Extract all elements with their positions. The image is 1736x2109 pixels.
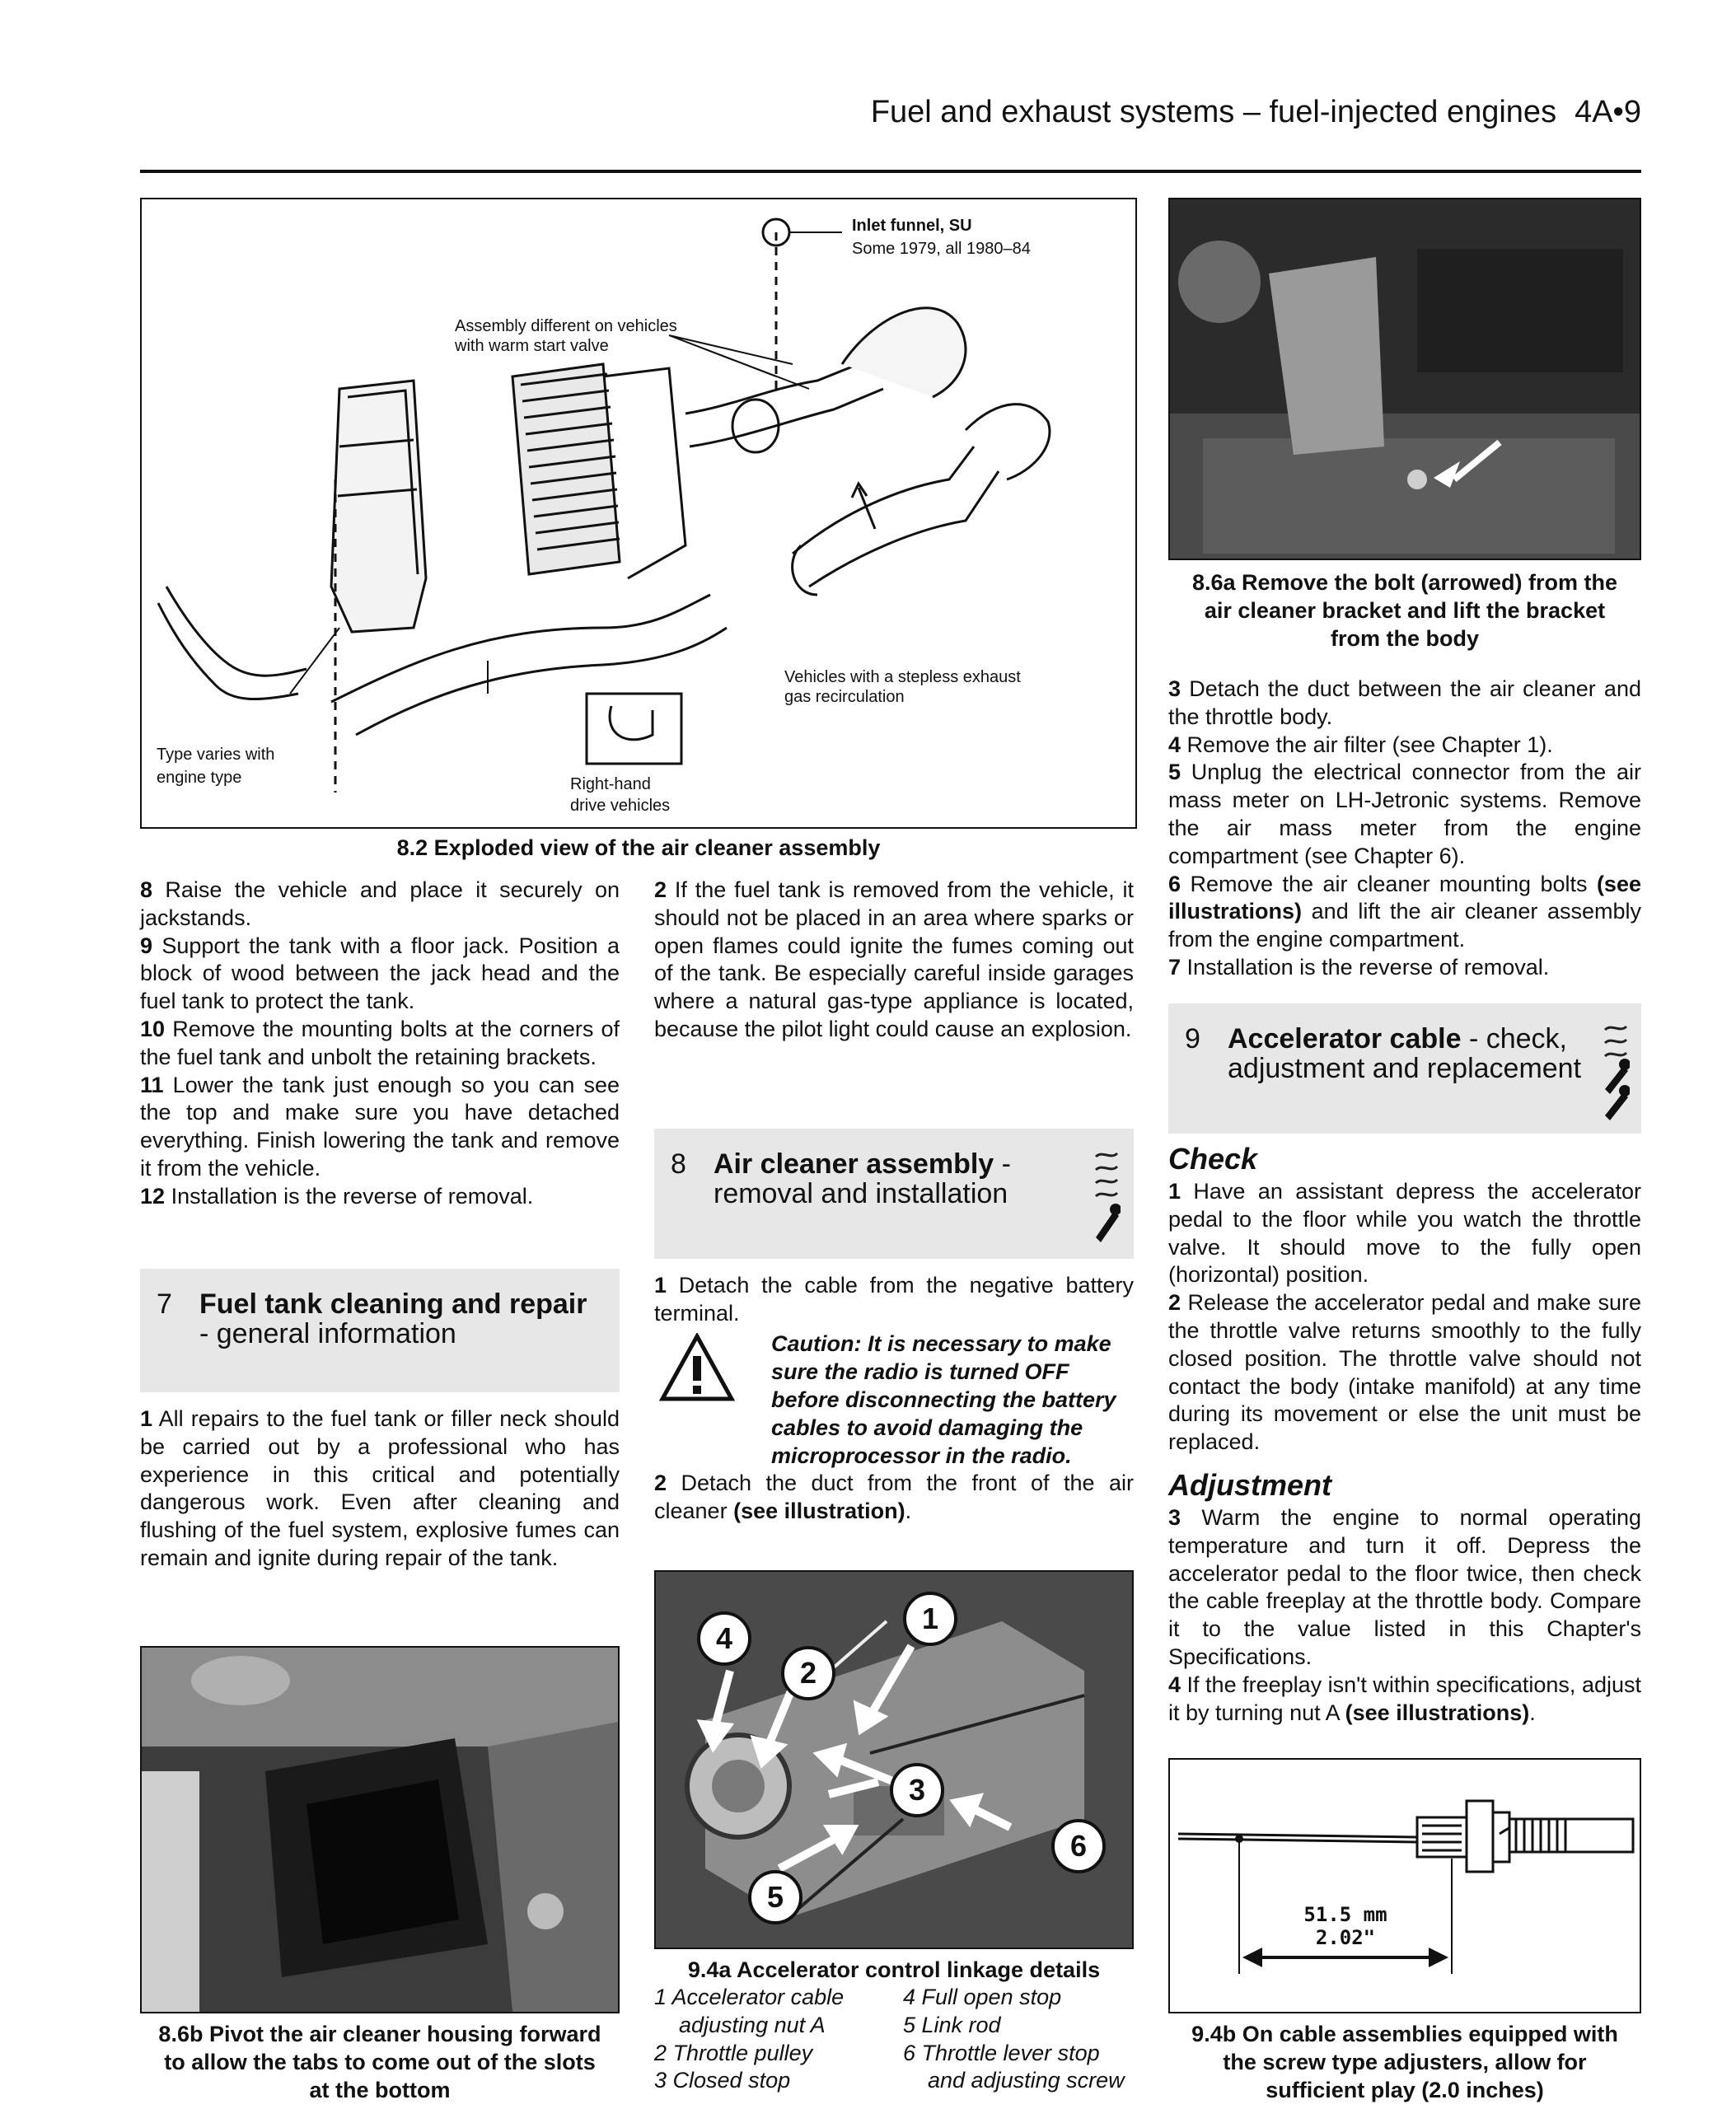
section-number: 7 <box>157 1288 172 1320</box>
section-number: 9 <box>1185 1023 1200 1054</box>
paragraph: 11 Lower the tank just enough so you can see the top and make sure you have detached everything. Finish lowering the tank and remove it from the vehicle. <box>140 1072 620 1181</box>
section-9-adjustment-text <box>1168 1504 1641 1727</box>
air-cleaner-housing-photo <box>142 1648 618 2012</box>
column-1-text <box>140 877 620 1211</box>
caption-9-4a: 9.4a Accelerator control linkage details <box>687 1957 1101 1982</box>
caption-9-4b-line2: the screw type adjusters, allow for <box>1223 2050 1587 2074</box>
legend-item: and adjusting screw <box>928 2068 1125 2093</box>
label-assembly-2: with warm start valve <box>455 337 609 355</box>
caution-note: Caution: It is necessary to make sure the radio is turned OFF before disconnecting the battery cables to avoid damaging the microprocessor in the radio. <box>771 1331 1116 1468</box>
label-type-1: Type varies with <box>157 746 275 764</box>
paragraph: 4 If the freeplay isn't within specifications, adjust it by turning nut A (see illustrations). <box>1168 1672 1641 1725</box>
label-stepless-1: Vehicles with a stepless exhaust <box>784 668 1021 686</box>
paragraph: 8 Raise the vehicle and place it securely on jackstands. <box>140 877 620 930</box>
air-cleaner-exploded-diagram <box>142 199 1135 827</box>
legend-item: 1 Accelerator cable <box>654 1985 845 2009</box>
dimension-mm: 51.5 mm <box>1303 1903 1387 1926</box>
photo-9-4a <box>654 1570 1134 1949</box>
caption-9-4b <box>1168 2020 1641 2104</box>
label-assembly-1: Assembly different on vehicles <box>455 317 677 335</box>
column-2-text <box>654 877 1134 1044</box>
callout-1: 1 <box>903 1592 957 1646</box>
section-8-text <box>654 1272 1134 1328</box>
paragraph: 2 If the fuel tank is removed from the vehicle, it should not be placed in an area where sparks or open flames could ignite the fumes coming out of the tank. Be especially careful inside garages where a natural gas-type appliance is located, because the pilot light could cause an explosion. <box>654 877 1134 1041</box>
paragraph: 7 Installation is the reverse of removal. <box>1168 954 1550 980</box>
caption-8-6a-line3: from the body <box>1331 626 1479 651</box>
legend-item: adjusting nut A <box>679 2012 826 2037</box>
legend-9-4a-right <box>903 1984 1142 2095</box>
wrench-rating-icon <box>1600 1020 1630 1120</box>
paragraph: 1 Have an assistant depress the accelerator pedal to the floor while you watch the throttle valve. It should move to the fully open (horizontal) position. <box>1168 1179 1641 1288</box>
subheading-adjustment: Adjustment <box>1168 1468 1331 1502</box>
subheading-check: Check <box>1168 1142 1258 1176</box>
cable-adjuster-diagram <box>1170 1760 1640 2012</box>
legend-item: 6 Throttle lever stop <box>903 2040 1100 2065</box>
legend-9-4a-left <box>654 1984 893 2095</box>
header-title: Fuel and exhaust systems – fuel-injected engines <box>870 95 1557 129</box>
wrench-rating-icon <box>1091 1147 1121 1244</box>
section-7-heading <box>140 1269 620 1392</box>
label-rhd-2: drive vehicles <box>570 797 671 815</box>
legend-item: 2 Throttle pulley <box>654 2040 813 2065</box>
section-7-text <box>140 1405 620 1573</box>
paragraph: 3 Warm the engine to normal operating temperature and turn it off. Depress the accelerator pedal to the floor twice, then check the cable freeplay at the throttle body. Compare it to the value listed in this Chapter's Specifications. <box>1168 1505 1641 1669</box>
section-subtitle: - general information <box>199 1318 456 1349</box>
section-title: Fuel tank cleaning and repair <box>199 1288 587 1320</box>
label-years: Some 1979, all 1980–84 <box>852 240 1031 258</box>
photo-8-6b <box>140 1646 620 2013</box>
paragraph: 2 Detach the duct from the front of the air cleaner (see illustration). <box>654 1471 1134 1523</box>
label-stepless-2: gas recirculation <box>784 688 905 706</box>
warning-triangle-icon <box>659 1333 735 1404</box>
section-number: 8 <box>671 1148 686 1180</box>
paragraph: 10 Remove the mounting bolts at the corners of the fuel tank and unbolt the retaining brackets. <box>140 1016 620 1069</box>
caption-8-6a-line1: 8.6a Remove the bolt (arrowed) from the <box>1191 570 1618 595</box>
paragraph: 12 Installation is the reverse of removal. <box>140 1183 534 1209</box>
caption-8-6a-line2: air cleaner bracket and lift the bracket <box>1204 598 1606 623</box>
paragraph: 1 All repairs to the fuel tank or filler neck should be carried out by a professional who has experience in this critical and potentially dangerous work. Even after cleaning and flushing of the fuel system, explosive fumes can remain and ignite during repair of the tank. <box>140 1406 620 1570</box>
paragraph: 5 Unplug the electrical connector from the air mass meter on LH-Jetronic systems. Remove the air mass meter from the engine compartment (see Chapter 6). <box>1168 760 1641 868</box>
section-8-heading <box>654 1129 1134 1259</box>
paragraph: 2 Release the accelerator pedal and make sure the throttle valve returns smoothly to the fully closed position. The throttle valve should not contact the body (intake manifold) at any time during its movement or else the unit must be replaced. <box>1168 1290 1641 1455</box>
legend-item: 3 Closed stop <box>654 2068 791 2093</box>
label-inlet-funnel: Inlet funnel, SU <box>852 217 972 235</box>
paragraph: 1 Detach the cable from the negative battery terminal. <box>654 1273 1134 1326</box>
label-type-2: engine type <box>157 769 242 787</box>
page-number: 4A•9 <box>1575 95 1641 129</box>
header-rule <box>140 170 1641 173</box>
caption-8-6b <box>140 2020 620 2104</box>
caption-9-4b-line3: sufficient play (2.0 inches) <box>1266 2078 1544 2102</box>
legend-item: 5 Link rod <box>903 2012 1001 2037</box>
section-subtitle: removal and installation <box>714 1178 1008 1209</box>
caption-8-6b-line3: at the bottom <box>309 2078 451 2102</box>
caption-9-4b-line1: 9.4b On cable assemblies equipped with <box>1191 2022 1618 2046</box>
paragraph: 9 Support the tank with a floor jack. Position a block of wood between the jack head and the fuel tank to protect the tank. <box>140 933 620 1014</box>
section-subtitle: adjustment and replacement <box>1228 1053 1582 1084</box>
section-title: Air cleaner assembly - <box>714 1148 1011 1180</box>
callout-5: 5 <box>748 1870 802 1924</box>
callout-2: 2 <box>781 1646 835 1700</box>
column-3-text <box>1168 676 1641 982</box>
section-9-heading <box>1168 1003 1641 1134</box>
dimension-in: 2.02" <box>1315 1926 1376 1949</box>
caption-8-2: 8.2 Exploded view of the air cleaner assembly <box>396 835 881 860</box>
engine-bay-photo <box>1170 199 1640 559</box>
callout-6: 6 <box>1051 1819 1106 1873</box>
caption-8-6b-line2: to allow the tabs to come out of the slots <box>164 2050 596 2074</box>
legend-item: 4 Full open stop <box>903 1985 1062 2009</box>
section-title: Accelerator cable - check, <box>1228 1023 1567 1054</box>
callout-4: 4 <box>697 1611 751 1666</box>
caption-8-6b-line1: 8.6b Pivot the air cleaner housing forward <box>158 2022 601 2046</box>
label-rhd-1: Right-hand <box>570 775 651 793</box>
paragraph: 4 Remove the air filter (see Chapter 1). <box>1168 732 1553 757</box>
figure-9-4b <box>1168 1758 1641 2013</box>
figure-8-2 <box>140 198 1137 829</box>
section-9-check-text <box>1168 1178 1641 1457</box>
running-header <box>871 95 1641 130</box>
photo-8-6a <box>1168 198 1641 560</box>
callout-3: 3 <box>890 1763 944 1817</box>
paragraph: 3 Detach the duct between the air cleaner and the throttle body. <box>1168 676 1641 729</box>
paragraph: 6 Remove the air cleaner mounting bolts (see illustrations) and lift the air cleaner assembly from the engine compartment. <box>1168 871 1641 952</box>
caption-8-6a <box>1168 568 1641 652</box>
section-8-text-2 <box>654 1470 1134 1526</box>
